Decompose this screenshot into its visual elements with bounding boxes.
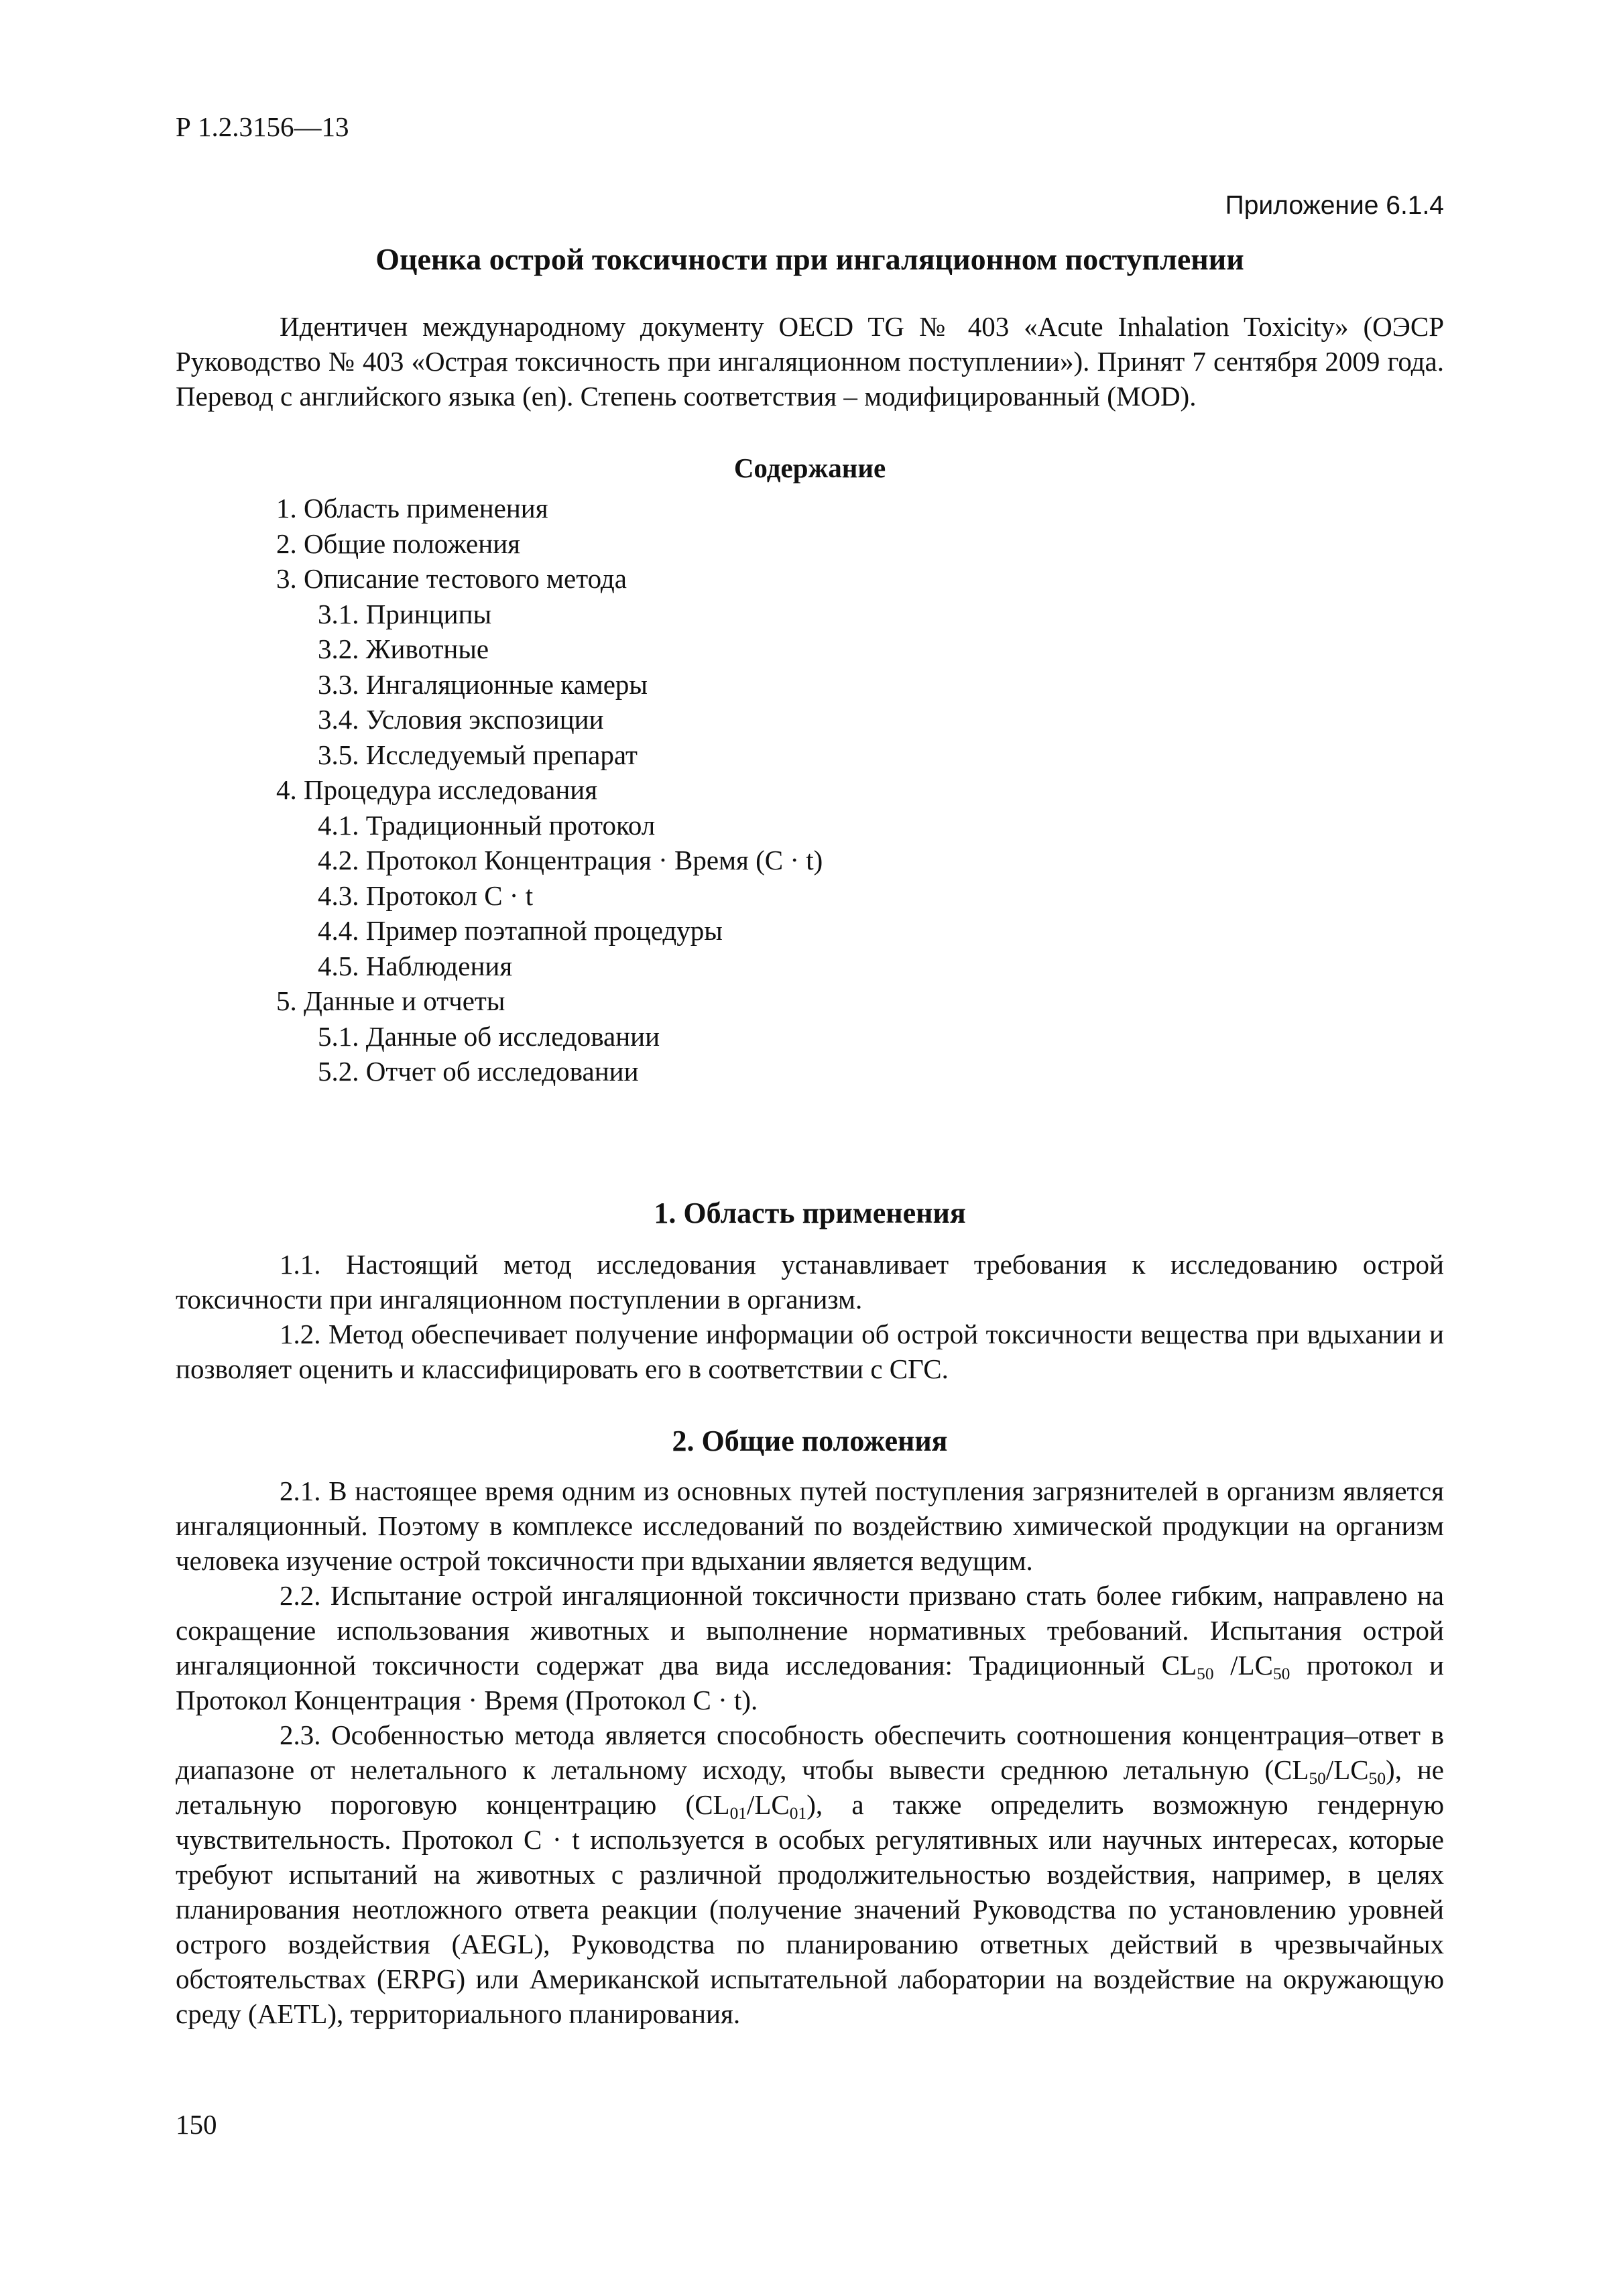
- subscript: 50: [1272, 1665, 1290, 1684]
- toc-item: 5.2. Отчет об исследовании: [318, 1056, 639, 1087]
- section-1-paragraph-1: 1.1. Настоящий метод исследования устанавливает требования к исследованию острой токсичности при ингаляционном поступлении в организм.: [176, 1249, 1444, 1315]
- text-run: /LC: [747, 1789, 790, 1820]
- page-number: 150: [176, 2109, 217, 2140]
- section-1-paragraph-2: 1.2. Метод обеспечивает получение информации об острой токсичности вещества при вдыхании и позволяет оценить и классифицировать его в соответствии с СГС.: [176, 1319, 1444, 1384]
- toc-item: 4.4. Пример поэтапной процедуры: [318, 915, 723, 946]
- text-run: 2.2. Испытание острой ингаляционной токсичности призвано стать более гибким, направлено на сокращение использования животных и выполнение нормативных требований. Испытания острой ингаляционной токсичности содержат два вида исследования: Традиционный CL: [176, 1580, 1444, 1681]
- subscript: 50: [1368, 1769, 1386, 1789]
- document-title: Оценка острой токсичности при ингаляционном поступлении: [375, 242, 1244, 276]
- toc-item: 3.3. Ингаляционные камеры: [318, 668, 648, 700]
- toc-item: 3. Описание тестового метода: [276, 563, 627, 594]
- section-1-heading: 1. Область применения: [654, 1197, 966, 1229]
- toc-item: 1. Область применения: [276, 493, 548, 524]
- toc-item: 4.5. Наблюдения: [318, 950, 513, 981]
- section-2-paragraph-3: [176, 1717, 1444, 2031]
- subscript: 01: [729, 1804, 747, 1823]
- section-2-body: [176, 1473, 1444, 2031]
- toc-item: 4.3. Протокол C · t: [318, 880, 534, 911]
- text-run: /LC: [1213, 1650, 1273, 1681]
- toc-item: 3.4. Условия экспозиции: [318, 704, 604, 735]
- text-run: 2.3. Особенностью метода является способность обеспечить соотношения концентрация–ответ в диапазоне от нелетального к летальному исходу, чтобы вывести среднюю летальную (CL: [176, 1719, 1444, 1785]
- document-code: Р 1.2.3156—13: [176, 111, 349, 142]
- toc-item: 2. Общие положения: [276, 528, 520, 559]
- toc-heading: Содержание: [733, 452, 886, 483]
- intro-block: [176, 309, 1444, 414]
- appendix-label: Приложение 6.1.4: [1225, 191, 1444, 220]
- table-of-contents: [276, 491, 823, 1089]
- section-1-body: [176, 1247, 1444, 1386]
- subscript: 50: [1197, 1665, 1214, 1684]
- section-2-paragraph-2: [176, 1578, 1444, 1717]
- toc-item: 4.1. Традиционный протокол: [318, 809, 656, 841]
- toc-item: 5.1. Данные об исследовании: [318, 1020, 660, 1052]
- toc-item: 4.2. Протокол Концентрация · Время (C · t): [318, 845, 823, 875]
- text-run: ), не летальную пороговую концентрацию (CL: [176, 1754, 1444, 1820]
- toc-item: 3.2. Животные: [318, 633, 489, 664]
- toc-item: 4. Процедура исследования: [276, 774, 598, 805]
- subscript: 01: [789, 1804, 807, 1823]
- toc-item: 3.1. Принципы: [318, 598, 492, 629]
- subscript: 50: [1309, 1769, 1326, 1789]
- intro-paragraph: Идентичен международному документу OECD TG № 403 «Acute Inhalation Toxicity» (ОЭСР Руководство № 403 «Острая токсичность при ингаляционном поступлении»). Принят 7 сентября 2009 года. Перевод с английского языка (en). Степень соответствия – модифицированный (MOD).: [176, 311, 1444, 412]
- toc-item: 5. Данные и отчеты: [276, 985, 505, 1016]
- text-run: ), а также определить возможную гендерную чувствительность. Протокол C · t используется в особых регулятивных или научных интересах, которые требуют испытаний на животных с различной продолжительностью воздействия, например, в целях планирования неотложного ответа реакции (получение значений Руководства по установлению уровней острого воздействия (AEGL), Руководства по планированию ответных действий в чрезвычайных обстоятельствах (ERPG) или Американской испытательной лаборатории на воздействие на окружающую среду (AETL), территориального планирования.: [176, 1789, 1444, 2029]
- section-2-paragraph-1: 2.1. В настоящее время одним из основных путей поступления загрязнителей в организм является ингаляционный. Поэтому в комплексе исследований по воздействию химической продукции на организм человека изучение острой токсичности при вдыхании является ведущим.: [176, 1475, 1444, 1576]
- section-2-heading: 2. Общие положения: [672, 1425, 948, 1457]
- toc-item: 3.5. Исследуемый препарат: [318, 739, 638, 770]
- text-run: /LC: [1325, 1754, 1369, 1785]
- text-run: протокол и Протокол Концентрация · Время (Протокол C · t).: [176, 1650, 1444, 1715]
